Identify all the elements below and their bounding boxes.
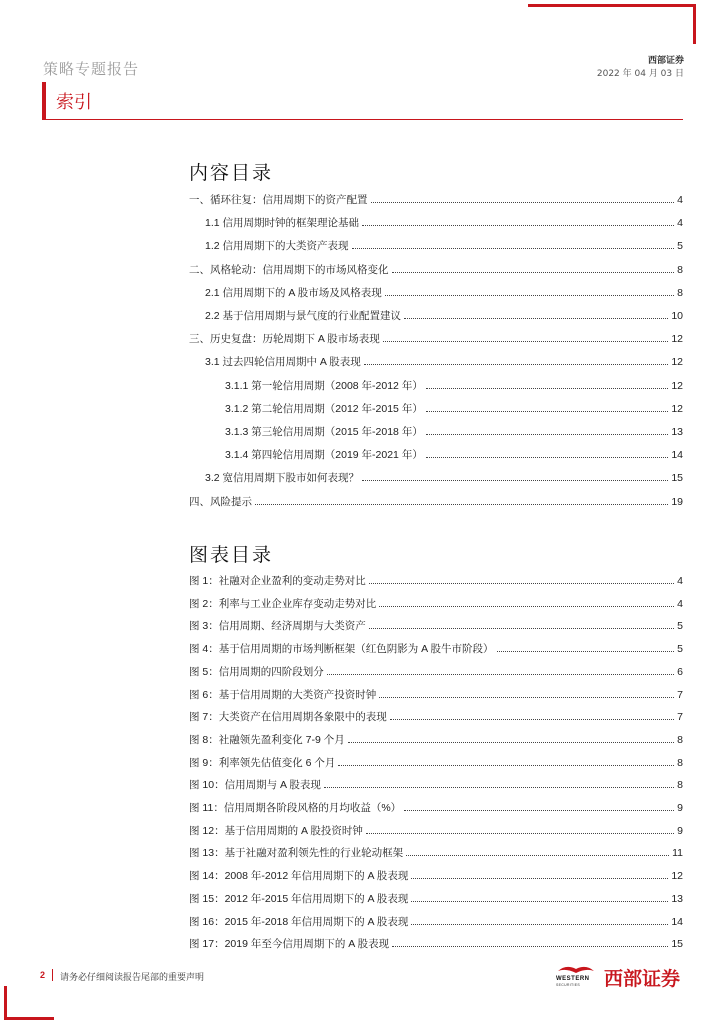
dot-leader [426, 382, 668, 389]
entry-title: 图 15：2012 年-2015 年信用周期下的 A 股表现 [189, 892, 409, 905]
footer-page-number: 2 [40, 970, 46, 980]
dot-leader [364, 358, 669, 365]
figure-entry[interactable] [189, 800, 683, 815]
figure-entry[interactable] [189, 823, 683, 838]
entry-page-number: 12 [671, 402, 683, 415]
header-divider [42, 119, 683, 120]
entry-page-number: 8 [677, 756, 683, 769]
report-date: 2022 年 04 月 03 日 [596, 69, 684, 79]
entry-page-number: 15 [671, 472, 683, 485]
dot-leader [324, 781, 674, 788]
figure-entry[interactable] [189, 914, 683, 929]
entry-title: 1.2 信用周期下的大类资产表现 [205, 240, 349, 253]
figure-entry[interactable] [189, 868, 683, 883]
entry-title: 二、风格轮动：信用周期下的市场风格变化 [189, 263, 389, 276]
entry-page-number: 7 [677, 711, 683, 724]
entry-page-number: 13 [671, 426, 683, 438]
entry-title: 图 16：2015 年-2018 年信用周期下的 A 股表现 [189, 915, 409, 928]
dot-leader [348, 736, 674, 743]
entry-title: 3.1 过去四轮信用周期中 A 股表现 [205, 356, 361, 369]
dot-leader [379, 600, 674, 607]
toc-entry[interactable] [225, 378, 683, 393]
entry-title: 3.1.2 第二轮信用周期（2012 年-2015 年） [225, 402, 423, 415]
entry-page-number: 6 [677, 665, 683, 678]
toc-entry[interactable] [205, 308, 683, 323]
entry-title: 图 10：信用周期与 A 股表现 [189, 779, 321, 792]
entry-title: 1.1 信用周期时钟的框架理论基础 [205, 217, 360, 230]
footer-separator [52, 969, 53, 981]
entry-title: 图 8：社融领先盈利变化 7-9 个月 [189, 733, 345, 746]
entry-page-number: 12 [671, 333, 683, 346]
section-accent-bar [42, 82, 46, 120]
toc-entry[interactable] [189, 494, 683, 509]
dot-leader [352, 242, 675, 249]
dot-leader [404, 804, 674, 811]
footer-disclaimer: 请务必仔细阅读报告尾部的重要声明 [60, 972, 205, 982]
toc-entry[interactable] [189, 331, 683, 346]
figure-entry[interactable] [189, 936, 683, 951]
dot-leader [390, 713, 674, 720]
entry-page-number: 14 [671, 449, 683, 462]
toc-entry[interactable] [225, 447, 683, 462]
dot-leader [385, 289, 674, 296]
entry-page-number: 8 [677, 263, 683, 276]
entry-page-number: 8 [677, 779, 683, 792]
logo-chinese-name: 西部证券 [604, 969, 681, 990]
figure-entry[interactable] [189, 891, 683, 906]
dot-leader [411, 872, 668, 879]
dot-leader [369, 577, 674, 584]
toc-entry[interactable] [225, 401, 683, 416]
entry-page-number: 8 [677, 286, 683, 299]
entry-title: 图 4：基于信用周期的市场判断框架（红色阴影为 A 股牛市阶段） [189, 643, 494, 656]
entry-title: 图 11：信用周期各阶段风格的月均收益（%） [189, 802, 402, 814]
report-type: 策略专题报告 [43, 60, 140, 78]
entry-title: 四、风险提示 [189, 495, 252, 508]
entry-page-number: 14 [671, 915, 683, 928]
figure-entry[interactable] [189, 596, 683, 611]
dot-leader [411, 918, 668, 925]
entry-title: 图 13：基于社融对盈利领先性的行业轮动框架 [189, 847, 404, 860]
entry-title: 图 5：信用周期的四阶段划分 [189, 665, 324, 678]
dot-leader [404, 312, 668, 319]
entry-page-number: 13 [671, 892, 683, 905]
dot-leader [362, 219, 674, 226]
dot-leader [426, 428, 668, 435]
entry-page-number: 9 [677, 802, 683, 814]
figure-entry[interactable] [189, 845, 683, 860]
entry-page-number: 5 [677, 643, 683, 656]
logo-english-subtitle: SECURITIES [556, 983, 581, 987]
toc-entry[interactable] [189, 192, 683, 207]
dot-leader [369, 622, 674, 629]
entry-page-number: 12 [671, 870, 683, 883]
entry-title: 图 12：基于信用周期的 A 股投资时钟 [189, 824, 363, 837]
entry-page-number: 9 [677, 824, 683, 837]
figure-entry[interactable] [189, 641, 683, 656]
entry-title: 三、历史复盘：历轮周期下 A 股市场表现 [189, 333, 380, 346]
entry-title: 图 6：基于信用周期的大类资产投资时钟 [189, 688, 377, 701]
figure-entry[interactable] [189, 777, 683, 792]
toc-entry[interactable] [205, 470, 683, 485]
entry-title: 图 3：信用周期、经济周期与大类资产 [189, 620, 366, 633]
figure-list-heading: 图表目录 [189, 544, 274, 566]
figure-entry[interactable] [189, 687, 683, 702]
dot-leader [426, 451, 668, 458]
corner-decoration-top-right-vertical [693, 4, 696, 44]
entry-page-number: 10 [671, 310, 683, 322]
figure-entry[interactable] [189, 755, 683, 770]
entry-title: 3.1.1 第一轮信用周期（2008 年-2012 年） [225, 379, 423, 392]
figure-entry[interactable] [189, 732, 683, 747]
dot-leader [411, 895, 668, 902]
toc-heading: 内容目录 [189, 162, 274, 184]
entry-page-number: 4 [677, 597, 683, 610]
header-company-name: 西部证券 [647, 56, 684, 66]
toc-entry[interactable] [189, 262, 683, 277]
entry-page-number: 4 [677, 194, 683, 206]
corner-decoration-bottom-left [4, 986, 7, 1020]
entry-title: 图 2：利率与工业企业库存变动走势对比 [189, 597, 377, 610]
entry-page-number: 12 [671, 356, 683, 369]
entry-page-number: 7 [677, 688, 683, 701]
entry-page-number: 8 [677, 733, 683, 746]
entry-page-number: 4 [677, 217, 683, 230]
toc-entry[interactable] [205, 215, 683, 230]
corner-decoration-bottom-left-horizontal [4, 1017, 54, 1020]
entry-title: 2.2 基于信用周期与景气度的行业配置建议 [205, 310, 402, 322]
dot-leader [338, 759, 674, 766]
entry-page-number: 15 [671, 938, 683, 951]
toc-entry[interactable] [205, 285, 683, 300]
toc-entry[interactable] [205, 354, 683, 369]
dot-leader [362, 474, 668, 481]
dot-leader [379, 691, 674, 698]
dot-leader [383, 335, 669, 342]
entry-title: 图 17：2019 年至今信用周期下的 A 股表现 [189, 938, 390, 951]
dot-leader [366, 827, 674, 834]
entry-title: 一、循环往复：信用周期下的资产配置 [189, 194, 368, 206]
figure-entry[interactable] [189, 664, 683, 679]
figure-entry[interactable] [189, 709, 683, 724]
entry-page-number: 4 [677, 575, 683, 587]
entry-page-number: 11 [672, 847, 683, 860]
toc-entry[interactable] [225, 424, 683, 439]
figure-entry[interactable] [189, 573, 683, 588]
entry-title: 3.1.4 第四轮信用周期（2019 年-2021 年） [225, 449, 423, 462]
entry-title: 3.2 宽信用周期下股市如何表现？ [205, 472, 360, 485]
toc-entry[interactable] [205, 238, 683, 253]
entry-title: 3.1.3 第三轮信用周期（2015 年-2018 年） [225, 426, 423, 438]
entry-title: 图 1：社融对企业盈利的变动走势对比 [189, 575, 366, 587]
section-title: 索引 [56, 92, 92, 113]
logo-english-name: WESTERN [556, 976, 590, 982]
corner-decoration-top-right [528, 4, 696, 7]
entry-page-number: 5 [677, 620, 683, 633]
dot-leader [497, 645, 675, 652]
dot-leader [327, 668, 674, 675]
entry-title: 2.1 信用周期下的 A 股市场及风格表现 [205, 286, 382, 299]
entry-page-number: 12 [671, 379, 683, 392]
entry-title: 图 14：2008 年-2012 年信用周期下的 A 股表现 [189, 870, 409, 883]
dot-leader [371, 196, 675, 203]
dot-leader [255, 498, 668, 505]
entry-page-number: 5 [677, 240, 683, 253]
dot-leader [426, 405, 668, 412]
entry-title: 图 7：大类资产在信用周期各象限中的表现 [189, 711, 387, 724]
entry-title: 图 9：利率领先估值变化 6 个月 [189, 756, 336, 769]
dot-leader [392, 940, 668, 947]
entry-page-number: 19 [671, 495, 683, 508]
dot-leader [392, 266, 675, 273]
figure-entry[interactable] [189, 618, 683, 633]
dot-leader [406, 849, 669, 856]
